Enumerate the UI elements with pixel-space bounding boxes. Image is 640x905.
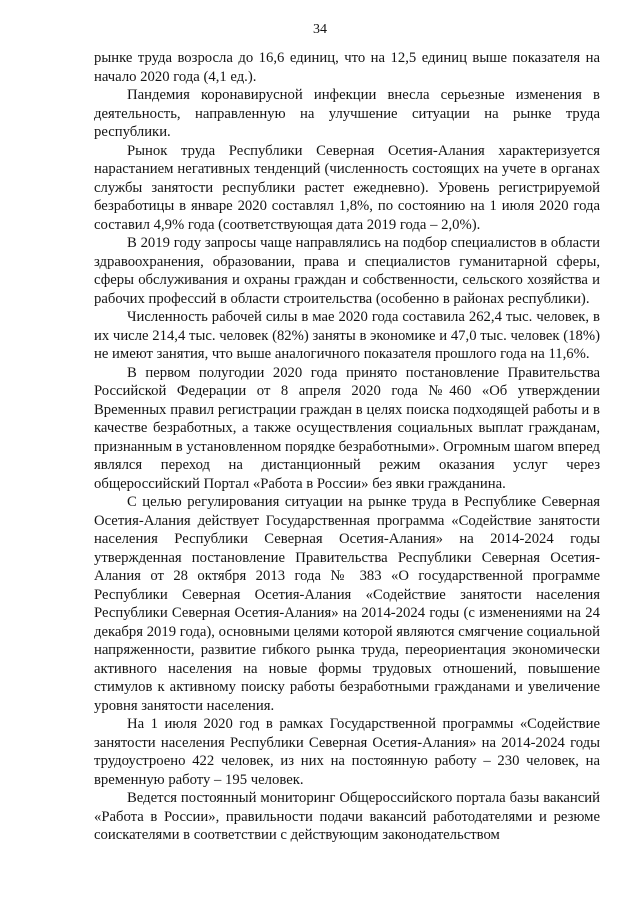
body-text (94, 49, 600, 845)
paragraph-3: Рынок труда Республики Северная Осетия-Алания характеризуется нарастанием негативных тенденций (численность состоящих на учете в органах службы занятости республики растет ежедневно). Уровень регистрируемой безработицы в январе 2020 составлял 1,8%, по состоянию на 1 июля 2020 года составил 4,9% года (соответствующая дата 2019 года – 2,0%). (94, 142, 600, 233)
paragraph-8: На 1 июля 2020 год в рамках Государственной программы «Содействие занятости населения Республики Северная Осетия-Алания» на 2014-2024 годы трудоустроено 422 человек, из них на постоянную работу – 230 человек, на временную работу – 195 человек. (94, 716, 600, 788)
paragraph-9: Ведется постоянный мониторинг Общероссийского портала базы вакансий «Работа в России», правильности подачи вакансий работодателями и резюме соискателями в соответствии с действующим законодательством (94, 790, 600, 843)
paragraph-5: Численность рабочей силы в мае 2020 года составила 262,4 тыс. человек, в их числе 214,4 тыс. человек (82%) заняты в экономике и 47,0 тыс. человек (18%) не имеют занятия, что выше аналогичного показателя прошлого года на 11,6%. (94, 309, 600, 362)
paragraph-4: В 2019 году запросы чаще направлялись на подбор специалистов в области здравоохранения, образовании, права и специалистов гуманитарной сферы, сферы обслуживания и охраны граждан и собственности, сельского хозяйства и рабочих профессий в области строительства (особенно в районах республики). (94, 235, 600, 307)
paragraph-2: Пандемия коронавирусной инфекции внесла серьезные изменения в деятельность, направленную на улучшение ситуации на рынке труда республики. (94, 87, 600, 140)
paragraph-7: С целью регулирования ситуации на рынке труда в Республике Северная Осетия-Алания действует Государственная программа «Содействие занятости населения Республики Северная Осетия-Алания» на 2014-2024 годы утвержденная постановление Правительства Республики Северная Осетия-Алания от 28 октября 2013 года № 383 «О государственной программе Республики Северная Осетия-Алания «Содействие занятости населения Республики Северная Осетия-Алания» на 2014-2024 годы (с изменениями на 24 декабря 2019 года), основными целями которой являются смягчение социальной напряженности, развитие гибкого рынка труда, переориентация экономически активного населения на новые формы трудовых отношений, повышение стимулов к активному поиску работы безработными гражданами и увеличение уровня занятости населения. (94, 494, 600, 714)
paragraph-1: рынке труда возросла до 16,6 единиц, что на 12,5 единиц выше показателя на начало 2020 года (4,1 ед.). (94, 50, 600, 85)
paragraph-6: В первом полугодии 2020 года принято постановление Правительства Российской Федерации от 8 апреля 2020 года №460 «Об утверждении Временных правил регистрации граждан в целях поиска подходящей работы и в качестве безработных, а также осуществления социальных выплат гражданам, признанным в установленном порядке безработными». Огромным шагом вперед являлся переход на дистанционный режим оказания услуг через общероссийский Портал «Работа в России» без явки гражданина. (94, 364, 600, 492)
page-number: 34 (313, 22, 327, 37)
